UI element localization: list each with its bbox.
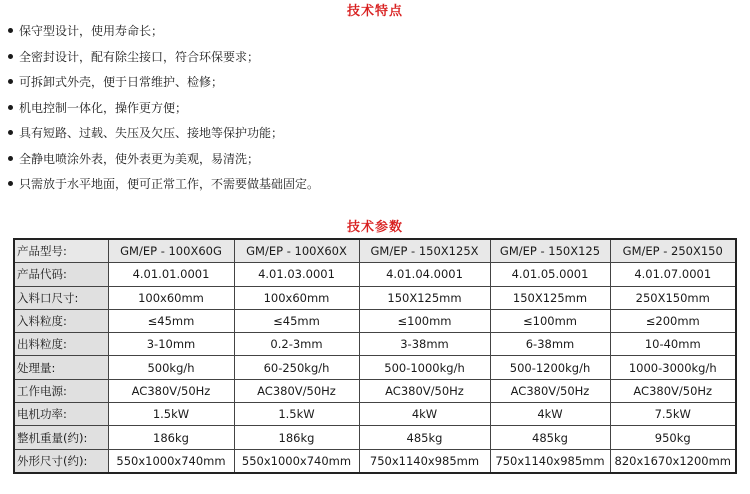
table-row	[14, 449, 736, 473]
feature-text: 具有短路、过载、失压及欠压、接地等保护功能；	[19, 126, 284, 140]
table-cell: ≤100mm	[490, 309, 610, 332]
bullet-icon	[8, 130, 13, 135]
row-label: 工作电源:	[14, 379, 108, 402]
table-cell: AC380V/50Hz	[610, 379, 736, 402]
table-cell: 550x1000x740mm	[234, 449, 359, 473]
table-row	[14, 333, 736, 356]
table-cell: AC380V/50Hz	[234, 379, 359, 402]
table-cell: 100x60mm	[234, 286, 359, 309]
row-label: 产品型号:	[14, 239, 108, 263]
table-cell: 4kW	[490, 403, 610, 426]
features-title: 技术特点	[346, 4, 403, 19]
bullet-icon	[8, 79, 13, 84]
feature-text: 可拆卸式外壳，便于日常维护、检修；	[19, 75, 224, 89]
table-cell: AC380V/50Hz	[359, 379, 490, 402]
bullet-icon	[8, 105, 13, 110]
row-label: 入料粒度:	[14, 309, 108, 332]
feature-text: 只需放于水平地面，便可正常工作，不需要做基础固定。	[19, 177, 320, 191]
table-cell: 250X150mm	[610, 286, 736, 309]
feature-text: 机电控制一体化，操作更方便；	[19, 100, 188, 115]
table-cell: 186kg	[234, 426, 359, 449]
features-list	[0, 19, 740, 198]
table-cell: 3-38mm	[359, 333, 490, 356]
table-cell: 500kg/h	[108, 356, 234, 379]
table-cell: 4.01.07.0001	[610, 263, 736, 286]
table-cell: 150X125mm	[490, 286, 610, 309]
table-cell: AC380V/50Hz	[108, 379, 234, 402]
row-label: 电机功率:	[14, 403, 108, 426]
model-cell: GM/EP - 100X60G	[108, 239, 234, 263]
table-cell: 60-250kg/h	[234, 356, 359, 379]
table-row	[14, 356, 736, 379]
table-cell: 950kg	[610, 426, 736, 449]
table-cell: 1000-3000kg/h	[610, 356, 736, 379]
feature-item	[0, 96, 740, 122]
row-label: 外形尺寸(约):	[14, 449, 108, 473]
model-cell: GM/EP - 150X125	[490, 239, 610, 263]
table-cell: 4.01.03.0001	[234, 263, 359, 286]
table-cell: 4kW	[359, 403, 490, 426]
table-cell: 820x1670x1200mm	[610, 449, 736, 473]
feature-item	[0, 19, 740, 45]
table-row	[14, 426, 736, 449]
table-row	[14, 286, 736, 309]
table-cell: 3-10mm	[108, 333, 234, 356]
bullet-icon	[8, 181, 13, 186]
table-cell: 500-1000kg/h	[359, 356, 490, 379]
table-cell: ≤200mm	[610, 309, 736, 332]
table-cell: 550x1000x740mm	[108, 449, 234, 473]
row-label: 出料粒度:	[14, 333, 108, 356]
bullet-icon	[8, 54, 13, 59]
row-label: 产品代码:	[14, 263, 108, 286]
table-cell: 4.01.05.0001	[490, 263, 610, 286]
row-label: 入料口尺寸:	[14, 286, 108, 309]
table-cell: 750x1140x985mm	[359, 449, 490, 473]
table-cell: 4.01.01.0001	[108, 263, 234, 286]
table-cell: 1.5kW	[234, 403, 359, 426]
table-cell: ≤100mm	[359, 309, 490, 332]
table-row	[14, 263, 736, 286]
table-cell: 500-1200kg/h	[490, 356, 610, 379]
params-table	[13, 238, 737, 474]
bullet-icon	[8, 28, 13, 33]
table-cell: ≤45mm	[234, 309, 359, 332]
table-cell: 100x60mm	[108, 286, 234, 309]
feature-text: 保守型设计，使用寿命长；	[19, 24, 164, 38]
feature-text: 全静电喷涂外表，使外表更为美观，易清洗；	[19, 151, 260, 166]
model-cell: GM/EP - 100X60X	[234, 239, 359, 263]
row-label: 处理量:	[14, 356, 108, 379]
feature-item	[0, 172, 740, 198]
table-cell: 150X125mm	[359, 286, 490, 309]
model-cell: GM/EP - 250X150	[610, 239, 736, 263]
table-cell: 4.01.04.0001	[359, 263, 490, 286]
params-title: 技术参数	[346, 220, 403, 235]
table-cell: 485kg	[490, 426, 610, 449]
table-cell: 6-38mm	[490, 333, 610, 356]
feature-item	[0, 147, 740, 173]
table-cell: 10-40mm	[610, 333, 736, 356]
table-row	[14, 309, 736, 332]
table-cell: 7.5kW	[610, 403, 736, 426]
table-cell: 750x1140x985mm	[490, 449, 610, 473]
bullet-icon	[8, 156, 13, 161]
table-row	[14, 403, 736, 426]
table-cell: 485kg	[359, 426, 490, 449]
table-cell: ≤45mm	[108, 309, 234, 332]
table-header-row	[14, 239, 736, 263]
table-cell: 1.5kW	[108, 403, 234, 426]
table-cell: AC380V/50Hz	[490, 379, 610, 402]
feature-text: 全密封设计，配有除尘接口，符合环保要求；	[19, 49, 260, 64]
model-cell: GM/EP - 150X125X	[359, 239, 490, 263]
feature-item	[0, 121, 740, 147]
table-cell: 0.2-3mm	[234, 333, 359, 356]
table-cell: 186kg	[108, 426, 234, 449]
feature-item	[0, 70, 740, 96]
table-row	[14, 379, 736, 402]
row-label: 整机重量(约):	[14, 426, 108, 449]
feature-item	[0, 45, 740, 71]
